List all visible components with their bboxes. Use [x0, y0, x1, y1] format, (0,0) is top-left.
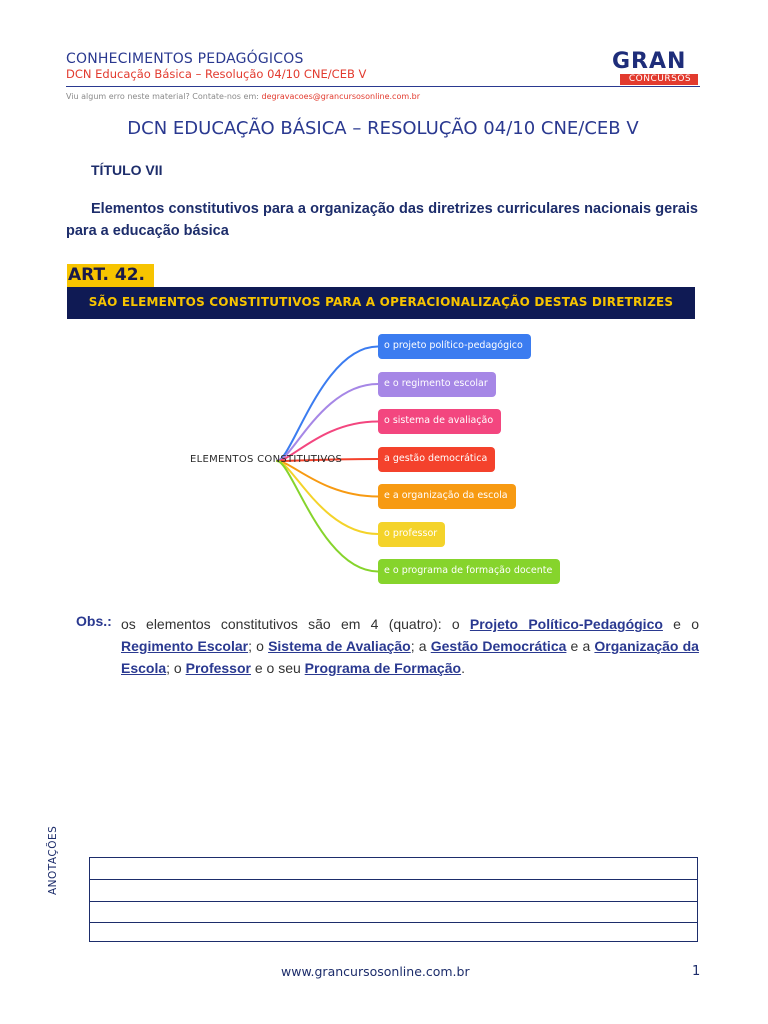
obs-text-4: ; a — [410, 638, 431, 654]
link-organizacao-da-escola[interactable]: Organização da Escola — [121, 638, 699, 676]
mind-map-node: e o regimento escolar — [378, 372, 496, 397]
link-sistema-de-avaliacao[interactable]: Sistema de Avaliação — [268, 638, 411, 654]
link-regimento-escolar[interactable]: Regimento Escolar — [121, 638, 249, 654]
observation-text — [121, 613, 699, 679]
obs-text-1: os elementos constitutivos são em 4 (quatro): o — [121, 616, 470, 632]
document-title: DCN EDUCAÇÃO BÁSICA – RESOLUÇÃO 04/10 CNE/CEB V — [127, 118, 639, 139]
annotations-label: ANOTAÇÕES — [47, 825, 59, 895]
mind-map-node: o professor — [378, 522, 445, 547]
obs-text-3: ; o — [248, 638, 269, 654]
mind-map-connector — [277, 347, 378, 462]
article-label: ART. 42. — [68, 265, 145, 285]
observation-label: Obs.: — [76, 613, 112, 629]
annotations-box[interactable] — [89, 857, 698, 942]
mind-map-node: e o programa de formação docente — [378, 559, 560, 584]
section-heading: TÍTULO VII — [91, 162, 163, 178]
obs-text-2: e o — [662, 616, 699, 632]
section-subtitle: Elementos constitutivos para a organização das diretrizes curriculares nacionais gerais para a educação básica — [66, 201, 698, 239]
figure-banner-text: SÃO ELEMENTOS CONSTITUTIVOS PARA A OPERACIONALIZAÇÃO DESTAS DIRETRIZES — [88, 295, 674, 309]
link-projeto-politico-pedagogico[interactable]: Projeto Político-Pedagógico — [469, 616, 663, 632]
annotation-line — [90, 901, 697, 902]
header-subtitle: DCN Educação Básica – Resolução 04/10 CNE/CEB V — [66, 67, 367, 81]
obs-text-8: . — [461, 660, 465, 676]
mind-map-connector — [277, 461, 378, 572]
obs-text-6: ; o — [166, 660, 186, 676]
link-programa-de-formacao[interactable]: Programa de Formação — [304, 660, 462, 676]
link-professor[interactable]: Professor — [185, 660, 251, 676]
annotation-line — [90, 879, 697, 880]
obs-text-7: e o seu — [250, 660, 305, 676]
mind-map-center-label: ELEMENTOS CONSTITUTIVOS — [190, 454, 343, 465]
annotation-line — [90, 922, 697, 923]
contact-prefix: Viu algum erro neste material? Contate-nos em: — [66, 92, 259, 101]
obs-text-5: e a — [566, 638, 595, 654]
mind-map-connector — [277, 461, 378, 534]
mind-map-node: a gestão democrática — [378, 447, 495, 472]
mind-map-node: e a organização da escola — [378, 484, 516, 509]
link-gestao-democratica[interactable]: Gestão Democrática — [430, 638, 567, 654]
logo-sub-text: CONCURSOS — [628, 74, 692, 84]
footer-url[interactable]: www.grancursosonline.com.br — [281, 964, 470, 979]
mind-map-node: o sistema de avaliação — [378, 409, 501, 434]
contact-email-link[interactable]: degravacoes@grancursosonline.com.br — [261, 92, 421, 101]
logo-main-text: GRAN — [612, 49, 687, 74]
page-number: 1 — [692, 964, 701, 979]
header-title: CONHECIMENTOS PEDAGÓGICOS — [66, 51, 304, 67]
mind-map-node: o projeto político-pedagógico — [378, 334, 531, 359]
